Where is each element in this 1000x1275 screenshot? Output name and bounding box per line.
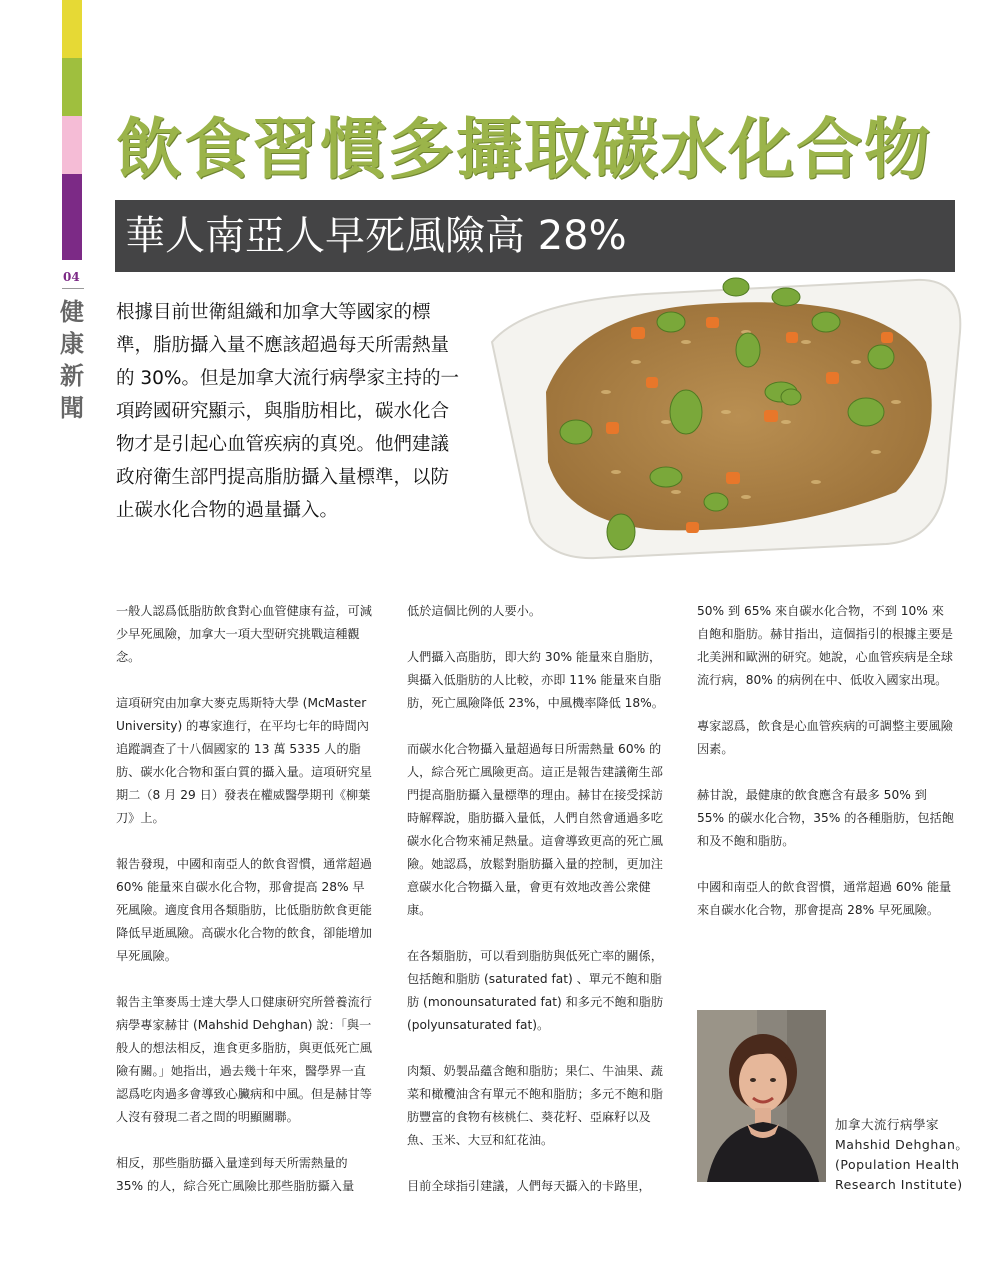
page-number: 04 [63,270,80,284]
fried-rice-photo [486,272,966,562]
page-number-rule [62,288,84,289]
caption-line: 加拿大流行病學家 [835,1117,940,1132]
section-char: 健 [60,297,84,326]
article-column-1 [116,600,374,1221]
section-tag [58,296,86,424]
photo-caption [835,1115,969,1195]
color-bar-purple [62,174,82,260]
caption-line: Mahshid Dehghan。 [835,1137,969,1152]
paragraph: 而碳水化合物攝入量超過每日所需熱量 60% 的人，綜合死亡風險更高。這正是報告建議衛生部門提高脂肪攝入量標準的理由。赫甘在接受採訪時解釋說，脂肪攝入量低，人們自然會通過多吃碳水化合物來補足熱量。這會導致更高的死亡風險。她認爲，放鬆對脂肪攝入量的控制，更加注意碳水化合物攝入量，會更有效地改善公衆健康。 [407,742,663,917]
paragraph: 在各類脂肪，可以看到脂肪與低死亡率的關係，包括飽和脂肪 (saturated fat) 、單元不飽和脂肪 (monounsaturated fat) 和多元不飽和脂肪 (polyunsaturated fat)。 [407,949,664,1032]
paragraph: 專家認爲，飲食是心血管疾病的可調整主要風險因素。 [697,719,953,756]
paragraph: 相反，那些脂肪攝入量達到每天所需熱量的 35% 的人，綜合死亡風險比那些脂肪攝入量 [116,1156,355,1193]
paragraph: 這項研究由加拿大麥克馬斯特大學 (McMaster University) 的專家進行，在平均七年的時間內追蹤調查了十八個國家的 13 萬 5335 人的脂肪、碳水化合物和蛋白質的攝入量。這項研究星期二（8 月 29 日）發表在權威醫學期刊《柳葉刀》上。 [116,696,372,825]
paragraph: 中國和南亞人的飲食習慣，通常超過 60% 能量來自碳水化合物，那會提高 28% 早死風險。 [697,880,952,917]
article-title: 飲食習慣多攝取碳水化合物 [116,111,932,188]
article-subtitle: 華人南亞人早死風險高 28% [125,213,627,259]
paragraph: 50% 到 65% 來自碳水化合物，不到 10% 來自飽和脂肪。赫甘指出，這個指引的根據主要是北美洲和歐洲的研究。她說，心血管疾病是全球流行病，80% 的病例在中、低收入國家出現。 [697,604,953,687]
caption-line: Research Institute) [835,1177,963,1192]
paragraph: 報告主筆麥馬士達大學人口健康研究所營養流行病學專家赫甘 (Mahshid Dehghan) 說：「與一般人的想法相反，進食更多脂肪，與更低死亡風險有關。」她指出，過去幾十年來，醫學界一直認爲吃肉過多會導致心臟病和中風。但是赫甘等人沒有發現二者之間的明顯關聯。 [116,995,372,1124]
article-column-2 [407,600,665,1221]
color-bar-yellow [62,0,82,58]
researcher-portrait [697,1010,826,1182]
section-char: 聞 [60,393,84,422]
paragraph: 人們攝入高脂肪，即大約 30% 能量來自脂肪，與攝入低脂肪的人比較，亦即 11% 能量來自脂肪，死亡風險降低 23%，中風機率降低 18%。 [407,650,664,710]
article-column-3 [697,600,955,945]
paragraph: 目前全球指引建議，人們每天攝入的卡路里， [407,1179,651,1193]
color-bar-green [62,58,82,116]
section-char: 康 [60,329,84,358]
color-bar-pink [62,116,82,174]
caption-line: (Population Health [835,1157,960,1172]
lead-paragraph: 根據目前世衛組織和加拿大等國家的標準，脂肪攝入量不應該超過每天所需熱量的 30%。但是加拿大流行病學家主持的一項跨國研究顯示，與脂肪相比，碳水化合物才是引起心血管疾病的真兇。他們建議政府衛生部門提高脂肪攝入量標準，以防止碳水化合物的過量攝入。 [116,302,460,521]
paragraph: 報告發現，中國和南亞人的飲食習慣，通常超過 60% 能量來自碳水化合物，那會提高 28% 早死風險。適度食用各類脂肪，比低脂肪飲食更能降低早逝風險。高碳水化合物的飲食，卻能增加早死風險。 [116,857,372,963]
paragraph: 低於這個比例的人要小。 [407,604,542,618]
paragraph: 肉類、奶製品蘊含飽和脂肪；果仁、牛油果、蔬菜和橄欖油含有單元不飽和脂肪；多元不飽和脂肪豐富的食物有核桃仁、葵花籽、亞麻籽以及魚、玉米、大豆和紅花油。 [407,1064,663,1147]
section-char: 新 [60,361,84,390]
paragraph: 赫甘說，最健康的飲食應含有最多 50% 到 55% 的碳水化合物，35% 的各種脂肪，包括飽和及不飽和脂肪。 [697,788,954,848]
paragraph: 一般人認爲低脂肪飲食對心血管健康有益，可減少早死風險，加拿大一項大型研究挑戰這種觀念。 [116,604,372,664]
